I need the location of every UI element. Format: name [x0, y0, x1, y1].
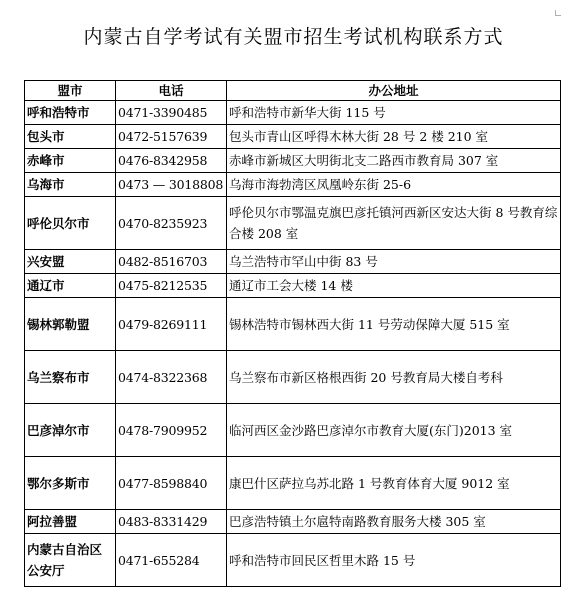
cell-address: 乌兰察布市新区格根西街 20 号教育局大楼自考科: [227, 351, 561, 404]
cell-city: 锡林郭勒盟: [25, 298, 116, 351]
cell-phone: 0471-3390485: [116, 101, 227, 125]
cell-phone: 0472-5157639: [116, 125, 227, 149]
cell-city: 鄂尔多斯市: [25, 457, 116, 510]
cell-phone: 0470-8235923: [116, 197, 227, 250]
header-city: 盟市: [25, 81, 116, 101]
corner-mark: [555, 10, 561, 16]
table-row: [25, 149, 561, 173]
table-row: [25, 534, 561, 587]
cell-address: 康巴什区萨拉乌苏北路 1 号教育体育大厦 9012 室: [227, 457, 561, 510]
cell-address: 包头市青山区呼得木林大街 28 号 2 楼 210 室: [227, 125, 561, 149]
cell-city: 赤峰市: [25, 149, 116, 173]
table-row: [25, 457, 561, 510]
cell-phone: 0475-8212535: [116, 274, 227, 298]
contact-table: [24, 80, 561, 587]
cell-address: 巴彦浩特镇土尔扈特南路教育服务大楼 305 室: [227, 510, 561, 534]
cell-address: 锡林浩特市锡林西大街 11 号劳动保障大厦 515 室: [227, 298, 561, 351]
cell-city: 呼伦贝尔市: [25, 197, 116, 250]
cell-phone: 0483-8331429: [116, 510, 227, 534]
cell-phone: 0471-655284: [116, 534, 227, 587]
table-row: [25, 250, 561, 274]
cell-city: 阿拉善盟: [25, 510, 116, 534]
cell-phone: 0474-8322368: [116, 351, 227, 404]
table-row: [25, 125, 561, 149]
cell-phone: 0477-8598840: [116, 457, 227, 510]
cell-city: 兴安盟: [25, 250, 116, 274]
cell-address: 赤峰市新城区大明街北支二路西市教育局 307 室: [227, 149, 561, 173]
table-row: [25, 101, 561, 125]
cell-city: 乌海市: [25, 173, 116, 197]
cell-phone: 0476-8342958: [116, 149, 227, 173]
cell-city: 内蒙古自治区公安厅: [25, 534, 116, 587]
cell-city: 呼和浩特市: [25, 101, 116, 125]
cell-phone: 0482-8516703: [116, 250, 227, 274]
cell-address: 呼和浩特市回民区哲里木路 15 号: [227, 534, 561, 587]
cell-address: 乌海市海勃湾区凤凰岭东街 25-6: [227, 173, 561, 197]
cell-phone: 0479-8269111: [116, 298, 227, 351]
cell-address: 呼伦贝尔市鄂温克旗巴彦托镇河西新区安达大街 8 号教育综合楼 208 室: [227, 197, 561, 250]
cell-address: 通辽市工会大楼 14 楼: [227, 274, 561, 298]
cell-city: 巴彦淖尔市: [25, 404, 116, 457]
table-row: [25, 274, 561, 298]
cell-address: 乌兰浩特市罕山中街 83 号: [227, 250, 561, 274]
header-phone: 电话: [116, 81, 227, 101]
table-row: [25, 197, 561, 250]
cell-address: 呼和浩特市新华大街 115 号: [227, 101, 561, 125]
cell-city: 通辽市: [25, 274, 116, 298]
cell-city: 乌兰察布市: [25, 351, 116, 404]
table-row: [25, 510, 561, 534]
table-header-row: [25, 81, 561, 101]
cell-phone: 0478-7909952: [116, 404, 227, 457]
cell-address: 临河西区金沙路巴彦淖尔市教育大厦(东门)2013 室: [227, 404, 561, 457]
table-row: [25, 298, 561, 351]
table-row: [25, 351, 561, 404]
table-row: [25, 404, 561, 457]
cell-phone: 0473 — 3018808: [116, 173, 227, 197]
cell-city: 包头市: [25, 125, 116, 149]
document-title: 内蒙古自学考试有关盟市招生考试机构联系方式: [83, 26, 504, 48]
header-address: 办公地址: [227, 81, 561, 101]
table-row: [25, 173, 561, 197]
